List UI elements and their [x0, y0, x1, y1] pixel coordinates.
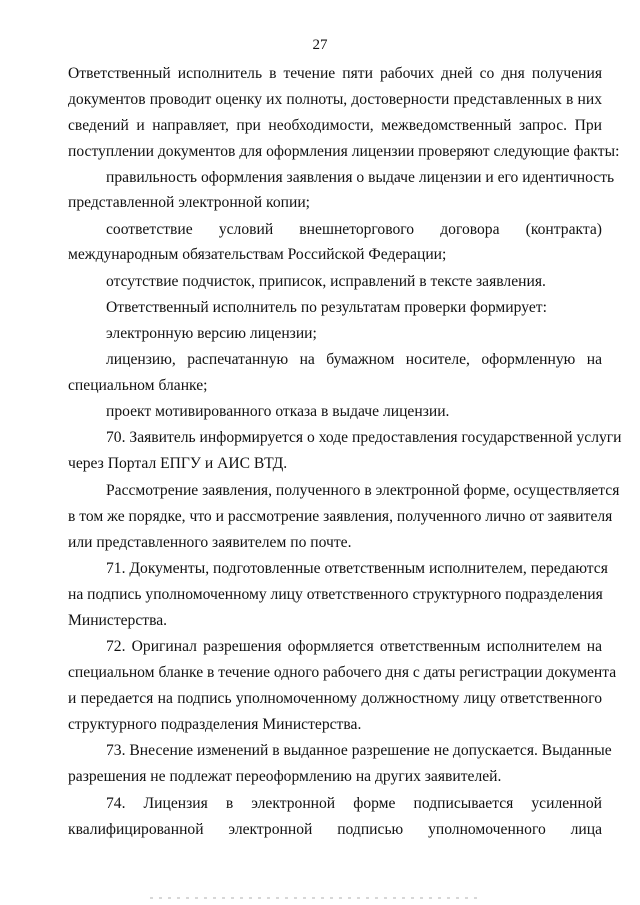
scan-artifact: [150, 897, 480, 899]
text-line: поступлении документов для оформления лицензии проверяют следующие факты:: [68, 143, 620, 160]
text-line: документов проводит оценку их полноты, достоверности представленных в них: [68, 91, 602, 108]
text-line: отсутствие подчисток, приписок, исправлений в тексте заявления.: [106, 273, 546, 290]
text-line: 72. Оригинал разрешения оформляется ответственным исполнителем на: [106, 638, 602, 655]
text-line: квалифицированной электронной подписью уполномоченного лица: [68, 821, 602, 838]
text-line: 73. Внесение изменений в выданное разрешение не допускается. Выданные: [106, 742, 612, 759]
text-line: в том же порядке, что и рассмотрение заявления, полученного лично от заявителя: [68, 508, 613, 525]
text-line: специальном бланке в течение одного рабочего дня с даты регистрации документа: [68, 664, 617, 681]
text-line: Рассмотрение заявления, полученного в электронной форме, осуществляется: [106, 482, 620, 499]
text-line: правильность оформления заявления о выдаче лицензии и его идентичность: [106, 169, 615, 186]
text-line: разрешения не подлежат переоформлению на других заявителей.: [68, 768, 502, 785]
page-number: 27: [312, 37, 328, 53]
text-line: международным обязательствам Российской Федерации;: [68, 246, 447, 263]
text-line: через Портал ЕПГУ и АИС ВТД.: [68, 455, 288, 472]
text-line: Министерства.: [68, 612, 168, 629]
text-line: структурного подразделения Министерства.: [68, 716, 362, 733]
text-line: 74. Лицензия в электронной форме подписывается усиленной: [106, 795, 602, 812]
text-line: электронную версию лицензии;: [106, 325, 317, 342]
text-line: лицензию, распечатанную на бумажном носителе, оформленную на: [106, 351, 602, 368]
text-line: представленной электронной копии;: [68, 194, 310, 211]
text-line: специальном бланке;: [68, 377, 208, 394]
text-line: Ответственный исполнитель по результатам проверки формирует:: [106, 299, 547, 316]
text-line: сведений и направляет, при необходимости, межведомственный запрос. При: [68, 117, 602, 134]
text-line: 70. Заявитель информируется о ходе предоставления государственной услуги: [106, 429, 622, 446]
text-line: 71. Документы, подготовленные ответственным исполнителем, передаются: [106, 560, 608, 577]
text-line: Ответственный исполнитель в течение пяти рабочих дней со дня получения: [68, 65, 602, 82]
text-line: на подпись уполномоченному лицу ответственного структурного подразделения: [68, 586, 603, 603]
text-line: и передается на подпись уполномоченному должностному лицу ответственного: [68, 690, 602, 707]
text-line: соответствие условий внешнеторгового договора (контракта): [106, 221, 602, 238]
text-line: или представленного заявителем по почте.: [68, 534, 352, 551]
text-line: проект мотивированного отказа в выдаче лицензии.: [106, 403, 450, 420]
